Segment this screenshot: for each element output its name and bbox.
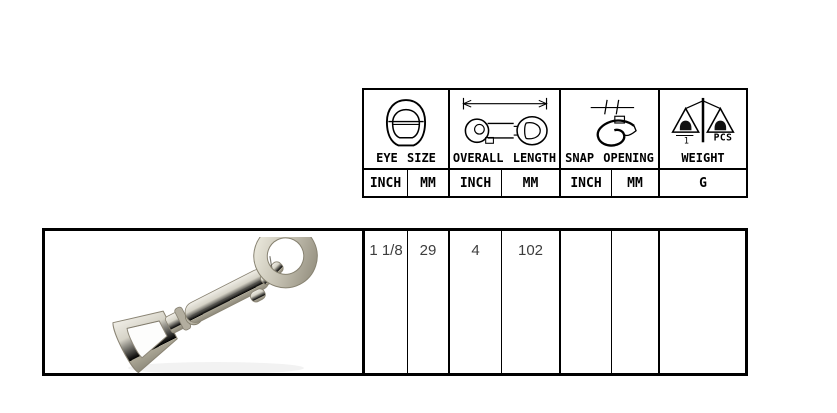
spec-data-table [42, 228, 748, 376]
value-snap-opening-mm [612, 231, 660, 373]
unit-weight-g: G [699, 175, 707, 191]
unit-overall-length-mm: MM [502, 170, 561, 196]
product-image-cell [45, 231, 365, 373]
header-icon-row [364, 90, 746, 168]
header-units-row [364, 168, 746, 196]
value-overall-length-mm: 102 [502, 231, 561, 373]
column-label-weight: WEIGHT [681, 151, 725, 165]
unit-eye-size-inch: INCH [364, 170, 408, 196]
weight-icon [668, 90, 738, 151]
column-header-overall-length [450, 90, 561, 168]
eye-size-icon [385, 90, 427, 151]
unit-snap-opening-mm: MM [612, 170, 660, 196]
column-label-eye-size: EYE SIZE [376, 151, 436, 165]
value-eye-size-mm: 29 [408, 231, 450, 373]
unit-snap-opening-inch: INCH [561, 170, 612, 196]
column-header-eye-size [364, 90, 450, 168]
product-image [101, 237, 331, 377]
column-header-snap-opening [561, 90, 660, 168]
weight-unit-label: PCS [713, 131, 733, 143]
unit-overall-length-inch: INCH [450, 170, 502, 196]
overall-length-icon [457, 90, 553, 151]
unit-eye-size-mm: MM [408, 170, 450, 196]
value-eye-size-inch: 1 1/8 [365, 231, 408, 373]
column-label-overall-length: OVERALL LENGTH [452, 151, 557, 165]
snap-opening-icon [576, 90, 644, 151]
column-header-weight [660, 90, 746, 168]
value-snap-opening-inch [561, 231, 612, 373]
column-label-snap-opening: SNAP OPENING [565, 151, 654, 165]
spec-header-table [362, 88, 748, 198]
value-weight-g [660, 231, 745, 373]
value-overall-length-inch: 4 [450, 231, 502, 373]
weight-count-label: 1 [683, 135, 689, 146]
